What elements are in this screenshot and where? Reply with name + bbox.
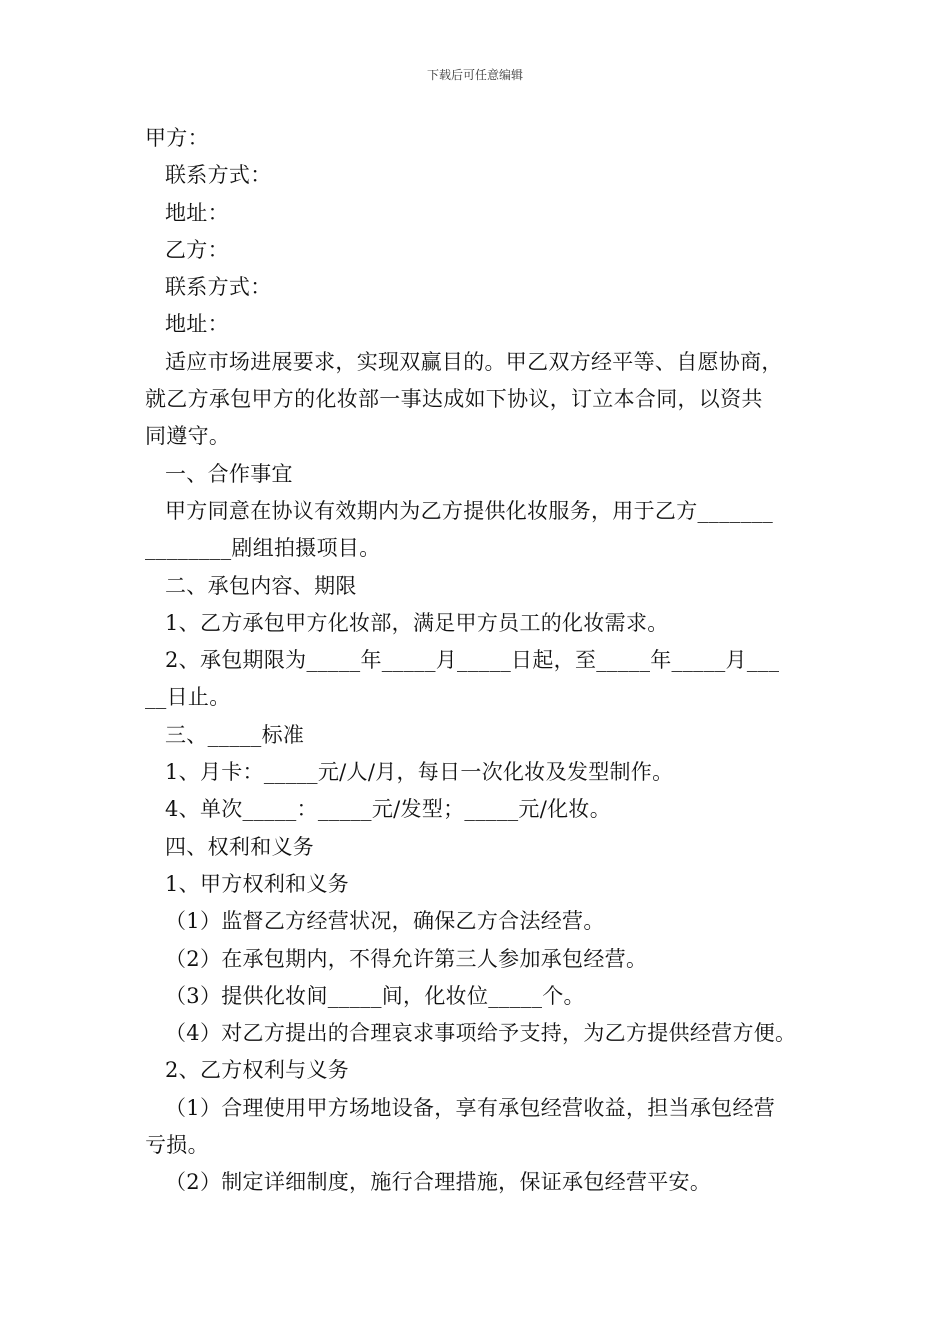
section-1-heading: 一、合作事宜 (165, 461, 293, 486)
section-2-item-2-line-2: __日止。 (145, 685, 231, 710)
section-1-text-line-1: 甲方同意在协议有效期内为乙方提供化妆服务，用于乙方_______ (165, 498, 774, 523)
party-a-contact: 联系方式： (165, 163, 272, 188)
party-a-right-1: （1）监督乙方经营状况，确保乙方合法经营。 (165, 909, 605, 934)
party-b-right-2: （2）制定详细制度，施行合理措施，保证承包经营平安。 (165, 1170, 712, 1195)
party-b-right-1-line-2: 亏损。 (145, 1133, 209, 1158)
party-a-address: 地址： (165, 200, 229, 225)
section-1-text-line-2: ________剧组拍摄项目。 (145, 536, 381, 561)
section-2-item-1: 1、乙方承包甲方化妆部，满足甲方员工的化妆需求。 (165, 610, 669, 635)
section-2-heading: 二、承包内容、期限 (165, 573, 357, 598)
page-header: 下载后可任意编辑 (426, 68, 523, 82)
section-4-heading: 四、权利和义务 (165, 834, 315, 859)
party-b-right-1-line-1: （1）合理使用甲方场地设备，享有承包经营收益，担当承包经营 (165, 1095, 776, 1120)
preamble-line-2: 就乙方承包甲方的化妆部一事达成如下协议，订立本合同，以资共 (145, 387, 763, 412)
party-a-label: 甲方： (145, 126, 209, 150)
party-a-right-2: （2）在承包期内，不得允许第三人参加承包经营。 (165, 946, 648, 971)
preamble-line-3: 同遵守。 (145, 424, 231, 449)
party-a-right-3: （3）提供化妆间_____间，化妆位_____个。 (165, 983, 585, 1008)
party-a-rights-heading: 1、甲方权利和义务 (165, 871, 350, 896)
party-a-right-4: （4）对乙方提出的合理哀求事项给予支持，为乙方提供经营方便。 (165, 1021, 797, 1046)
section-2-item-2-line-1: 2、承包期限为_____年_____月_____日起，至_____年_____月___ (165, 648, 780, 673)
party-b-address: 地址： (165, 312, 229, 337)
preamble-line-1: 适应市场进展要求，实现双赢目的。甲乙双方经平等、自愿协商， (165, 349, 783, 374)
section-3-item-1: 1、月卡：_____元/人/月，每日一次化妆及发型制作。 (165, 760, 674, 785)
party-b-contact: 联系方式： (165, 275, 272, 300)
section-3-heading: 三、_____标准 (165, 722, 305, 747)
section-3-item-4: 4、单次_____：_____元/发型；_____元/化妆。 (165, 797, 612, 822)
party-b-rights-heading: 2、乙方权利与义务 (165, 1058, 350, 1083)
document-body (145, 120, 815, 1202)
party-b-label: 乙方： (165, 237, 229, 262)
